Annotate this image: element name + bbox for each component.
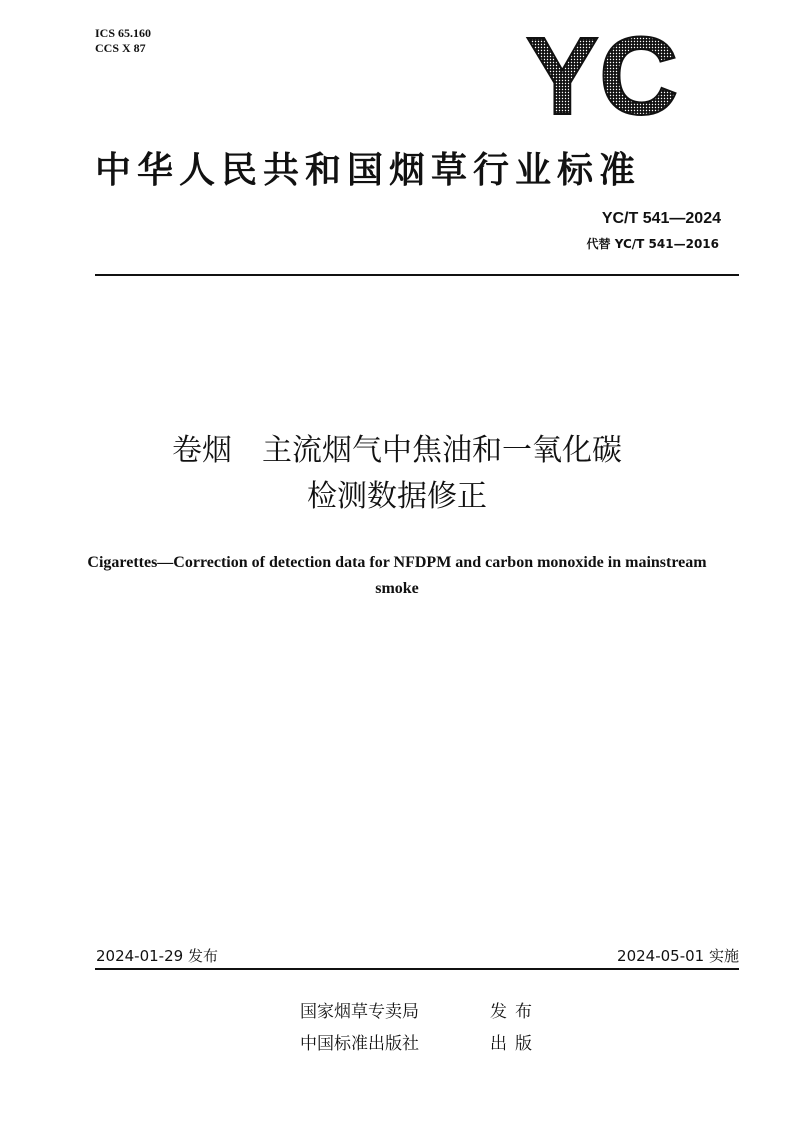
publisher-issuer: 国家烟草专卖局 [300, 1002, 419, 1022]
publisher-press: 中国标准出版社 [300, 1034, 419, 1054]
ics-code: ICS 65.160 [95, 26, 152, 40]
standard-number: YC/T 541—2024 [601, 210, 721, 227]
publisher-press-action: 出版 [490, 1034, 540, 1054]
chinese-title [60, 428, 734, 520]
org-title: 中华人民共和国烟草行业标准 [95, 150, 642, 191]
implementation-date: 2024-05-01 实施 [617, 947, 739, 965]
header-divider [95, 274, 739, 276]
ccs-code: CCS X 87 [95, 41, 146, 55]
chinese-title-line1: 卷烟 主流烟气中焦油和一氧化碳 [172, 433, 622, 468]
publisher-issuer-action: 发布 [490, 1002, 540, 1022]
english-title: Cigarettes—Correction of detection data for NFDPM and carbon monoxide in mainstream smoke [87, 554, 707, 597]
footer-divider [95, 968, 739, 970]
yc-logo [522, 28, 682, 120]
logo-text: YC [525, 28, 679, 120]
chinese-title-line2: 检测数据修正 [307, 479, 487, 514]
classification-codes [95, 26, 151, 56]
replaces-standard: 代替 YC/T 541—2016 [586, 237, 719, 251]
issue-date: 2024-01-29 发布 [96, 947, 218, 965]
